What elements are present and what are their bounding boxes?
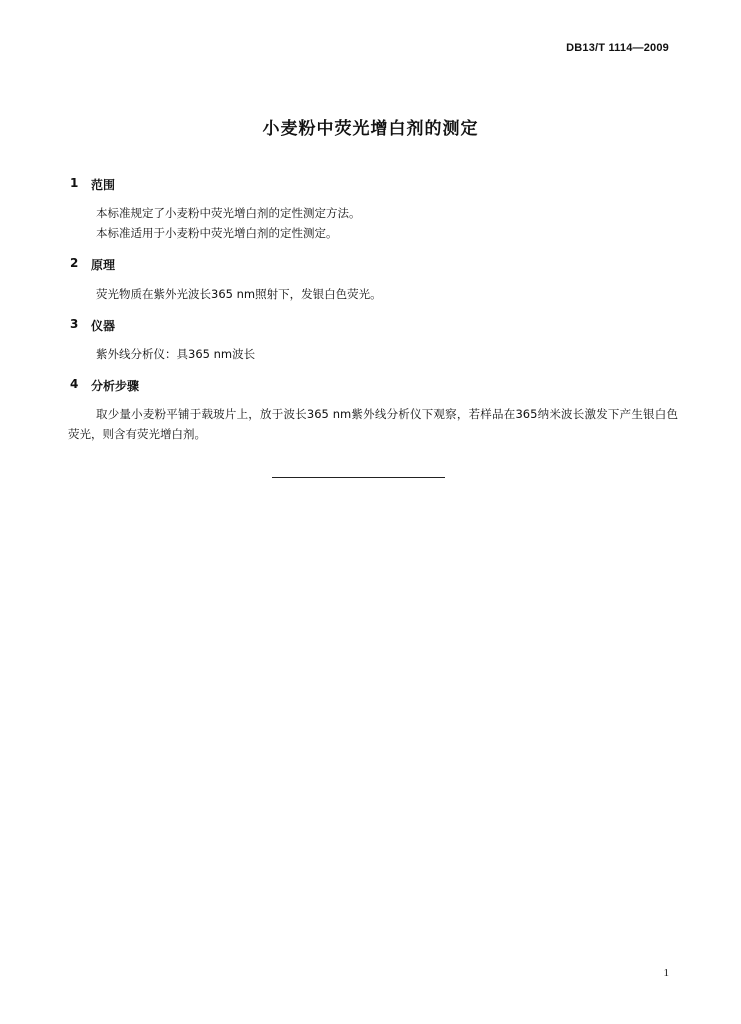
section-2-paragraph-1: 荧光物质在紫外光波长365 nm照射下，发银白色荧光。 <box>96 287 382 301</box>
section-number: 2 <box>70 256 79 270</box>
section-title: 分析步骤 <box>91 379 140 393</box>
document-title: 小麦粉中荧光增白剂的测定 <box>262 119 479 139</box>
section-1-paragraph-2: 本标准适用于小麦粉中荧光增白剂的定性测定。 <box>96 226 338 240</box>
section-title: 原理 <box>91 258 116 272</box>
end-of-document-rule <box>272 477 445 478</box>
section-number: 3 <box>70 317 79 331</box>
section-2-heading <box>70 256 115 273</box>
section-3-paragraph-1: 紫外线分析仪：具365 nm波长 <box>96 347 256 361</box>
section-3-heading <box>70 317 115 334</box>
section-1-paragraph-1: 本标准规定了小麦粉中荧光增白剂的定性测定方法。 <box>96 206 361 220</box>
section-number: 4 <box>70 377 79 391</box>
section-title: 范围 <box>91 178 116 192</box>
section-title: 仪器 <box>91 319 116 333</box>
section-4-paragraph-1: 取少量小麦粉平铺于载玻片上，放于波长365 nm紫外线分析仪下观察，若样品在365纳米波长激发下产生银白色荧光，则含有荧光增白剂。 <box>68 407 678 441</box>
standard-code: DB13/T 1114—2009 <box>566 42 669 54</box>
section-number: 1 <box>70 176 79 190</box>
section-1-heading <box>70 176 115 193</box>
section-4-heading <box>70 377 139 394</box>
page-number: 1 <box>663 967 669 979</box>
